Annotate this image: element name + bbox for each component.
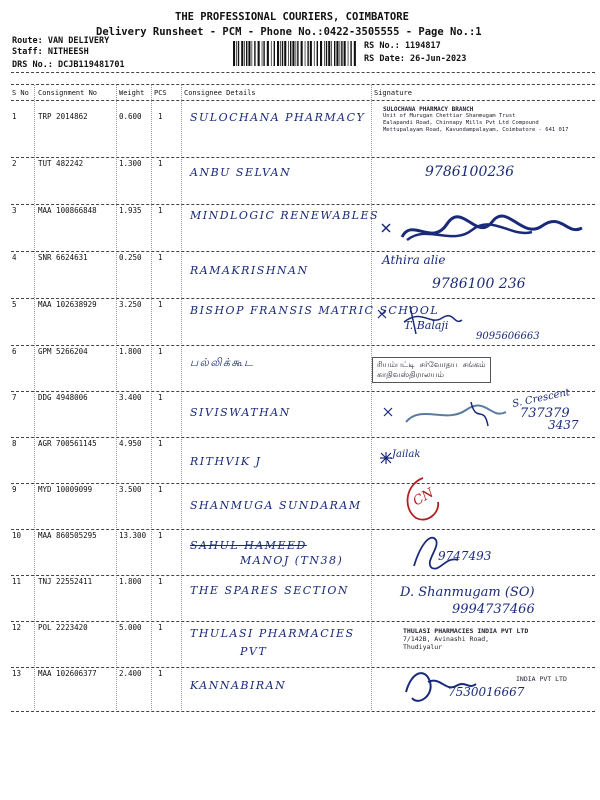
row-consignee-name: KANNABIRAN	[190, 679, 287, 692]
row-divider	[11, 575, 595, 576]
barcode-bar	[252, 41, 253, 66]
row-pcs-cell: 1	[158, 623, 163, 632]
signature-r13-scribble	[400, 662, 480, 712]
row-consignee-name: THULASI PHARMACIES	[190, 627, 355, 640]
row-consignee-name: SHANMUGA SUNDARAM	[190, 499, 362, 512]
signature-r8-star	[376, 448, 396, 468]
row-cons-cell: SNR 6624631	[38, 253, 88, 262]
barcode-bar	[280, 41, 281, 66]
row-consignee-name: SULOCHANA PHARMACY	[190, 111, 366, 124]
stamp-r13: INDIA PVT LTD	[516, 675, 567, 683]
barcode-bar	[274, 41, 275, 66]
row-divider	[11, 391, 595, 392]
barcode-bar	[348, 41, 349, 66]
row-weight-cell: 0.250	[119, 253, 142, 262]
barcode-bar	[314, 41, 315, 66]
row-cons-cell: MAA 860505295	[38, 531, 97, 540]
row-divider	[11, 667, 595, 668]
barcode-bar	[320, 41, 322, 66]
row-pcs-cell: 1	[158, 485, 163, 494]
document-title: THE PROFESSIONAL COURIERS, COIMBATORE	[175, 11, 409, 23]
row-cons-cell: MYD 10009099	[38, 485, 93, 494]
barcode-bar	[244, 41, 245, 66]
row-pcs-cell: 1	[158, 577, 163, 586]
row-divider	[11, 157, 595, 158]
row-pcs-cell: 1	[158, 531, 163, 540]
row-pcs-cell: 1	[158, 439, 163, 448]
row-weight-cell: 3.500	[119, 485, 142, 494]
col-header-signature: Signature	[374, 89, 412, 97]
signature-r5-scribble	[372, 296, 492, 341]
row-cons-cell: TRP 2014862	[38, 112, 88, 121]
row-pcs-cell: 1	[158, 669, 163, 678]
barcode-bar	[324, 41, 325, 66]
signature-r7-number2: 3437	[548, 418, 579, 432]
row-weight-cell: 2.400	[119, 669, 142, 678]
row-sno-cell: 5	[12, 300, 17, 309]
row-divider	[11, 483, 595, 484]
barcode-bar	[254, 41, 255, 66]
barcode-bar	[334, 41, 335, 66]
col-header-pcs: PCS	[154, 89, 167, 97]
row-consignee-name: பல்லிக்கூட	[190, 356, 255, 369]
signature-r5-name: T. Balaji	[404, 319, 449, 332]
barcode-bar	[271, 41, 272, 66]
signature-r9-scribble	[398, 474, 448, 524]
stamp-r12: THULASI PHARMACIES INDIA PVT LTD 7/142B, Avinashi Road, Thudiyalur	[403, 627, 529, 651]
signature-r3-scribble	[372, 212, 592, 252]
col-header-sno: S No	[12, 89, 29, 97]
row-sno-cell: 2	[12, 159, 17, 168]
barcode-bar	[292, 41, 294, 66]
row-consignee-name: THE SPARES SECTION	[190, 584, 349, 597]
row-consignee-name: RITHVIK J	[190, 455, 262, 468]
barcode-bar	[263, 41, 264, 66]
row-consignee-name: BISHOP FRANSIS MATRIC SCHOOL	[190, 304, 440, 317]
stamp-r1: SULOCHANA PHARMACY BRANCH Unit of Murugan Chettiar Shanmugam Trust Ealapandi Road, Chinnapy Mills Pvt Ltd Compound Mettupalayam Road, Kavundampalayam, Coimbatore - 641 017	[383, 106, 569, 133]
col-header-consignee: Consignee Details	[184, 89, 256, 97]
drs-number: DRS No.: DCJB119481701	[12, 60, 125, 70]
row-cons-cell: MAA 102638929	[38, 300, 97, 309]
row-weight-cell: 1.800	[119, 347, 142, 356]
barcode-bar	[241, 41, 243, 66]
barcode-bar	[246, 41, 247, 66]
rs-number: RS No.: 1194817	[364, 41, 441, 51]
row-consignee-line2: PVT	[240, 645, 268, 658]
barcode-bar	[277, 41, 279, 66]
row-consignee-line2: MANOJ (TN38)	[240, 554, 344, 567]
row-sno-cell: 4	[12, 253, 17, 262]
row-signature: D. Shanmugam (SO)	[400, 585, 535, 600]
barcode-bar	[290, 41, 291, 66]
barcode-bar	[233, 41, 235, 66]
row-weight-cell: 1.300	[119, 159, 142, 168]
barcode-bar	[341, 41, 342, 66]
row-consignee-name: SIVISWATHAN	[190, 406, 291, 419]
row-signature: 7530016667	[448, 685, 525, 699]
row-cons-cell: DDG 4948006	[38, 393, 88, 402]
row-signature: 9786100236	[425, 164, 515, 180]
barcode-bar	[258, 41, 260, 66]
barcode-bar	[307, 41, 308, 66]
signature-r9-mark: CN	[410, 485, 437, 510]
barcode-bar	[344, 41, 346, 66]
barcode-bar	[326, 41, 327, 66]
row-cons-cell: AGR 700561145	[38, 439, 97, 448]
row-divider	[11, 204, 595, 205]
row-sno-cell: 11	[12, 577, 22, 586]
signature-r4-name: Athira alie	[382, 253, 446, 267]
row-pcs-cell: 1	[158, 159, 163, 168]
row-pcs-cell: 1	[158, 300, 163, 309]
stamp-r6: ரியம்பட்டி சர்வோதய சங்கம் காதிவஸ்திராலயம்	[372, 357, 491, 383]
barcode-bar	[236, 41, 237, 66]
signature-r7-name: S. Crescent	[511, 387, 571, 410]
barcode-bar	[262, 41, 263, 66]
signature-r7-scribble	[376, 394, 516, 434]
row-cons-cell: POL 2223420	[38, 623, 88, 632]
row-sno-cell: 12	[12, 623, 22, 632]
row-sno-cell: 13	[12, 669, 22, 678]
row-cons-cell: TNJ 22552411	[38, 577, 93, 586]
barcode-bar	[340, 41, 341, 66]
rs-date: RS Date: 26-Jun-2023	[364, 54, 467, 64]
row-sno-cell: 6	[12, 347, 17, 356]
row-weight-cell: 1.935	[119, 206, 142, 215]
row-pcs-cell: 1	[158, 393, 163, 402]
row-pcs-cell: 1	[158, 347, 163, 356]
row-sno-cell: 7	[12, 393, 17, 402]
row-divider	[11, 298, 595, 299]
barcode-bar	[284, 41, 286, 66]
barcode-bar	[296, 41, 297, 66]
barcode-bar	[350, 41, 351, 66]
document-subtitle: Delivery Runsheet - PCM - Phone No.:0422-3505555 - Page No.:1	[96, 26, 482, 38]
row-divider	[11, 345, 595, 346]
row-consignee-name: SAHUL HAMEED	[190, 539, 307, 552]
row-signature: 737379	[520, 406, 570, 421]
barcode-bar	[248, 41, 250, 66]
row-weight-cell: 3.400	[119, 393, 142, 402]
row-weight-cell: 0.600	[119, 112, 142, 121]
barcode-bar	[297, 41, 298, 66]
barcode-bar	[238, 41, 239, 66]
row-sno-cell: 10	[12, 531, 22, 540]
row-cons-cell: GPM 5266204	[38, 347, 88, 356]
row-weight-cell: 1.800	[119, 577, 142, 586]
row-pcs-cell: 1	[158, 112, 163, 121]
row-sno-cell: 3	[12, 206, 17, 215]
row-divider	[11, 711, 595, 712]
barcode-bar	[282, 41, 283, 66]
barcode-bar	[354, 41, 356, 66]
barcode-bar	[301, 41, 303, 66]
row-consignee-name: MINDLOGIC RENEWABLES	[190, 209, 380, 222]
row-sno-cell: 8	[12, 439, 17, 448]
row-divider	[11, 621, 595, 622]
row-pcs-cell: 1	[158, 206, 163, 215]
barcode-image	[232, 41, 358, 66]
signature-r8: Jailak	[392, 449, 421, 460]
barcode-bar	[267, 41, 269, 66]
col-header-weight: Weight	[119, 89, 145, 97]
route-label: Route: VAN DELIVERY	[12, 36, 110, 46]
barcode-bar	[336, 41, 338, 66]
row-signature: 9786100 236	[432, 276, 526, 292]
barcode-bar	[331, 41, 332, 66]
barcode-bar	[310, 41, 312, 66]
row-cons-cell: MAA 100866848	[38, 206, 97, 215]
row-pcs-cell: 1	[158, 253, 163, 262]
barcode-bar	[317, 41, 318, 66]
barcode-bar	[305, 41, 306, 66]
barcode-bar	[328, 41, 330, 66]
row-sno-cell: 9	[12, 485, 17, 494]
signature-r10-scribble	[406, 526, 466, 576]
row-signature: 9095606663	[476, 331, 540, 342]
barcode-bar	[288, 41, 289, 66]
row-sno-cell: 1	[12, 112, 17, 121]
row-weight-cell: 3.250	[119, 300, 142, 309]
row-weight-cell: 13.300	[119, 531, 147, 540]
row-cons-cell: TUT 482242	[38, 159, 84, 168]
row-divider	[11, 529, 595, 530]
row-cons-cell: MAA 102606377	[38, 669, 97, 678]
staff-label: Staff: NITHEESH	[12, 47, 89, 57]
col-header-consignment: Consignment No	[38, 89, 98, 97]
row-signature-line2: 9994737466	[452, 602, 535, 617]
row-weight-cell: 5.000	[119, 623, 142, 632]
row-signature: 9747493	[438, 549, 492, 563]
row-consignee-name: ANBU SELVAN	[190, 166, 292, 179]
row-weight-cell: 4.950	[119, 439, 142, 448]
row-divider	[11, 437, 595, 438]
row-consignee-name: RAMAKRISHNAN	[190, 264, 309, 277]
